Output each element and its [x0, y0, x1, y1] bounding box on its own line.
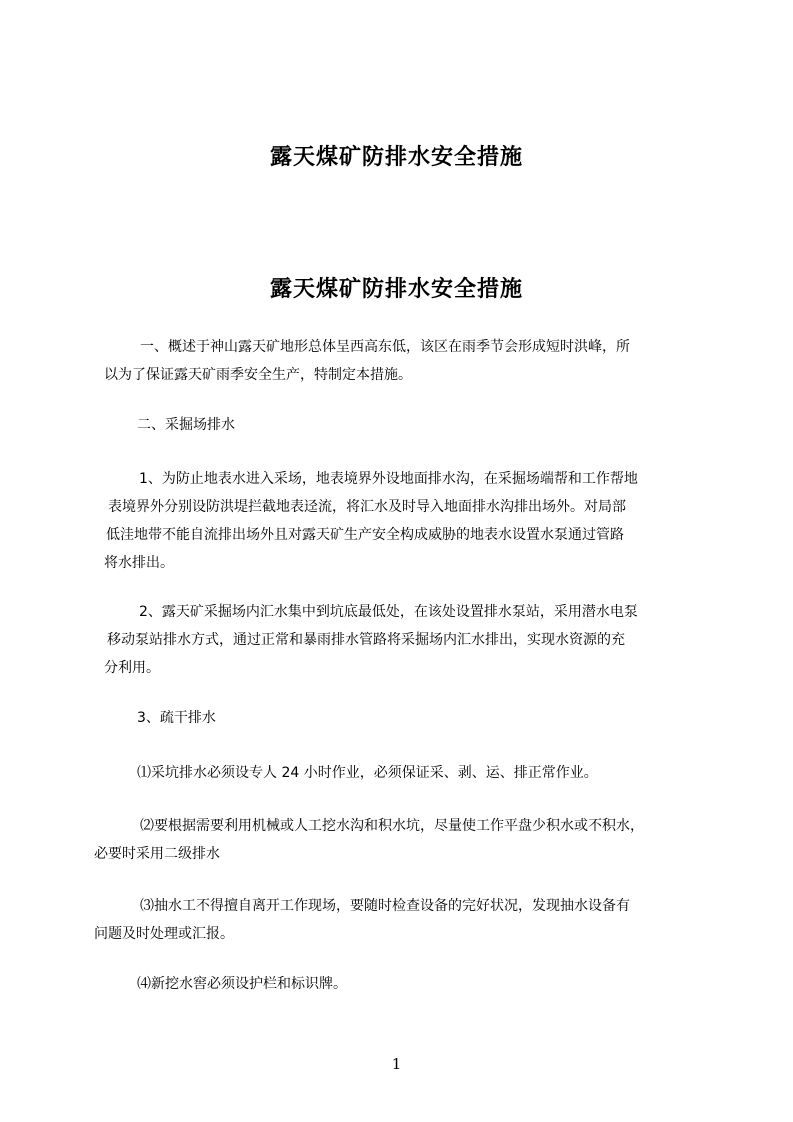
sub-item-2 — [94, 812, 644, 868]
paragraph-line: 表境界外分别设防洪堤拦截地表迳流，将汇水及时导入地面排水沟排出场外。对局部 — [108, 499, 626, 515]
paragraph-line: 必要时采用二级排水 — [94, 846, 220, 862]
section-heading-mining-drainage: 二、采掘场排水 — [137, 417, 235, 433]
paragraph-line: 问题及时处理或汇报。 — [94, 926, 234, 942]
paragraph-line: 将水排出。 — [104, 555, 174, 571]
paragraph-line: 一、概述于神山露天矿地形总体呈西高东低，该区在雨季节会形成短时洪峰，所 — [140, 339, 630, 355]
overview-paragraph — [104, 333, 630, 389]
section-heading-drainage: 3、疏干排水 — [137, 710, 216, 726]
paragraph-line: 分利用。 — [104, 660, 160, 676]
sub-item-4: ⑷新挖水窖必须设护栏和标识牌。 — [137, 976, 347, 992]
paragraph-line: 移动泵站排水方式，通过正常和暴雨排水管路将采掘场内汇水排出，实现水资源的充 — [107, 632, 625, 648]
paragraph-line: 1、为防止地表水进入采场，地表境界外设地面排水沟，在采掘场端帮和工作帮地 — [139, 471, 638, 487]
paragraph-line: 2、露天矿采掘场内汇水集中到坑底最低处，在该处设置排水泵站，采用潜水电泵 — [139, 604, 638, 620]
item1-paragraph — [104, 465, 638, 577]
item2-paragraph — [104, 598, 638, 682]
paragraph-line: 低洼地带不能自流排出场外且对露天矿生产安全构成威胁的地表水设置水泵通过管路 — [106, 527, 624, 543]
sub-item-3 — [94, 892, 630, 948]
sub-item-1: ⑴采坑排水必须设专人 24 小时作业，必须保证采、剥、运、排正常作业。 — [137, 765, 598, 781]
paragraph-line: ⑵要根据需要利用机械或人工挖水沟和积水坑，尽量使工作平盘少积水或不积水， — [140, 818, 644, 834]
main-title: 露天煤矿防排水安全措施 — [269, 277, 523, 302]
header-title: 露天煤矿防排水安全措施 — [269, 145, 523, 170]
paragraph-line: ⑶抽水工不得擅自离开工作现场，要随时检查设备的完好状况，发现抽水设备有 — [140, 898, 630, 914]
paragraph-line: 以为了保证露天矿雨季安全生产，特制定本措施。 — [104, 367, 412, 383]
page-number: 1 — [391, 1055, 402, 1073]
